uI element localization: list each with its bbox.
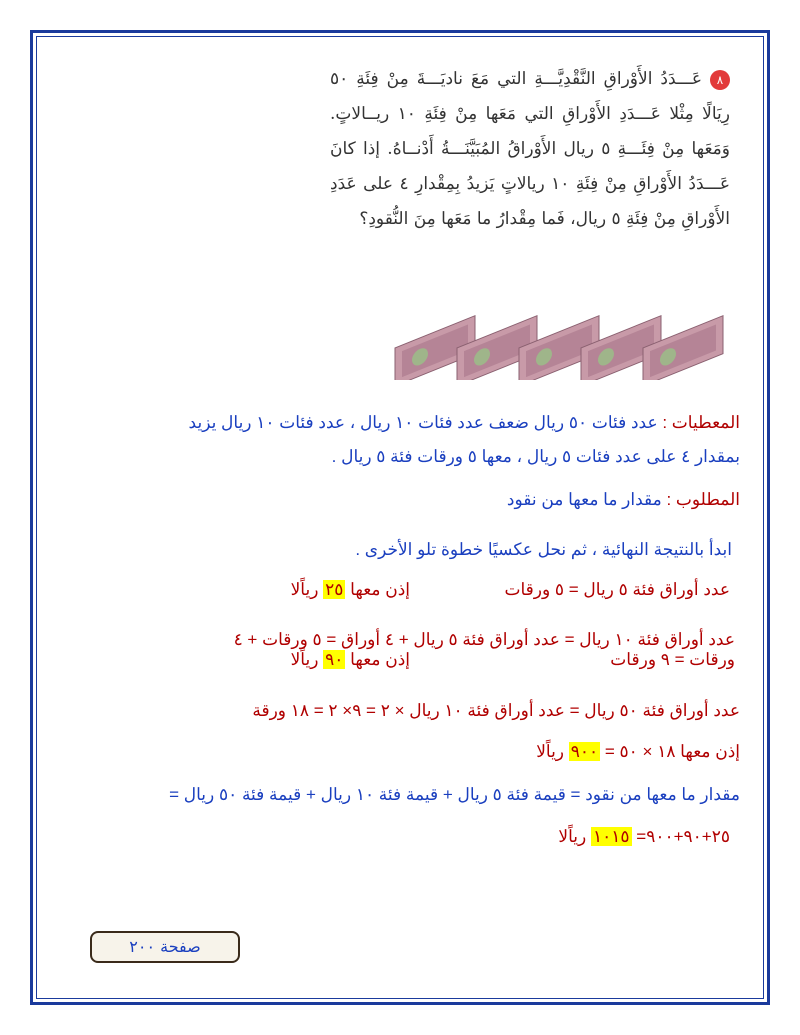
problem-text xyxy=(330,62,730,237)
problem-statement: عَـــدَدُ الأَوْراقِ النَّقْدِيَّـــةِ التي مَعَ ناديَـــةَ مِنْ فِئَةِ ٥٠ رِيَالًا مِثْلا عَـــدَدِ الأَوْراقِ التي مَعَها مِنْ فِئَةِ ١٠ ريــالاتٍ. وَمَعَها مِنْ فِئَـــةِ ٥ ريال الأَوْراقُ المُبَيَّنَـــةُ أَدْنــاهُ. إذا كانَ عَـــدَدُ الأَوْراقِ مِنْ فِئَةِ ١٠ ريالاتٍ يَزيدُ بِمِقْدارِ ٤ على عَدَدِ الأَوْراقِ مِنْ فِئَةِ ٥ ريال، فَما مِقْدارُ ما مَعَها مِنَ النُّقودِ؟ xyxy=(330,69,730,229)
total-value: ١٠١٥ xyxy=(592,827,630,846)
page-number: صفحة ٢٠٠ xyxy=(129,937,201,956)
strategy-line: ابدأ بالنتيجة النهائية ، ثم نحل عكسيًا خطوة تلو الأخرى . xyxy=(355,540,732,559)
step2-value: ٩٠ xyxy=(325,650,344,669)
step1-value: ٢٥ xyxy=(325,580,344,599)
step1-unit: رياًلا xyxy=(290,580,319,599)
page-number-box xyxy=(90,931,240,963)
total-sum: ٢٥+٩٠+٩٠٠= xyxy=(636,827,730,846)
banknotes-illustration xyxy=(390,300,740,380)
step3-pre: إذن معها ١٨ × ٥٠ = xyxy=(604,742,740,761)
step1-equation: عدد أوراق فئة ٥ ريال = ٥ ورقات xyxy=(504,580,730,599)
step1-result xyxy=(291,580,410,600)
step2-equation-b: ورقات = ٩ ورقات xyxy=(610,650,735,669)
step2-equation-a: عدد أوراق فئة ١٠ ريال = عدد أوراق فئة ٥ ريال + ٤ أوراق = ٥ ورقات + ٤ xyxy=(233,630,735,649)
required-label: المطلوب : xyxy=(666,490,740,509)
step2-pre: إذن معها xyxy=(350,650,410,669)
step2-result xyxy=(291,650,410,670)
total-unit: رياًلا xyxy=(558,827,587,846)
step3-result xyxy=(60,742,740,762)
givens-line-1 xyxy=(60,413,740,433)
step3-unit: رياًلا xyxy=(536,742,565,761)
givens-line-2: بمقدار ٤ على عدد فئات ٥ ريال ، معها ٥ ورقات فئة ٥ ريال . xyxy=(331,447,740,466)
givens-text-1: عدد فئات ٥٠ ريال ضعف عدد فئات ١٠ ريال ، عدد فئات ١٠ ريال يزيد xyxy=(188,413,658,432)
required-text: مقدار ما معها من نقود xyxy=(506,490,662,509)
total-result xyxy=(60,827,730,847)
step1-pre: إذن معها xyxy=(350,580,410,599)
total-equation: مقدار ما معها من نقود = قيمة فئة ٥ ريال + قيمة فئة ١٠ ريال + قيمة فئة ٥٠ ريال = xyxy=(169,785,740,804)
step3-equation: عدد أوراق فئة ٥٠ ريال = عدد أوراق فئة ١٠ ريال × ٢ = ٩× ٢ = ١٨ ورقة xyxy=(252,701,740,720)
step3-value: ٩٠٠ xyxy=(570,742,599,761)
step2-unit: رياًلا xyxy=(290,650,319,669)
problem-number-badge: ٨ xyxy=(710,70,730,90)
required-line xyxy=(60,490,740,510)
givens-label: المعطيات : xyxy=(662,413,740,432)
